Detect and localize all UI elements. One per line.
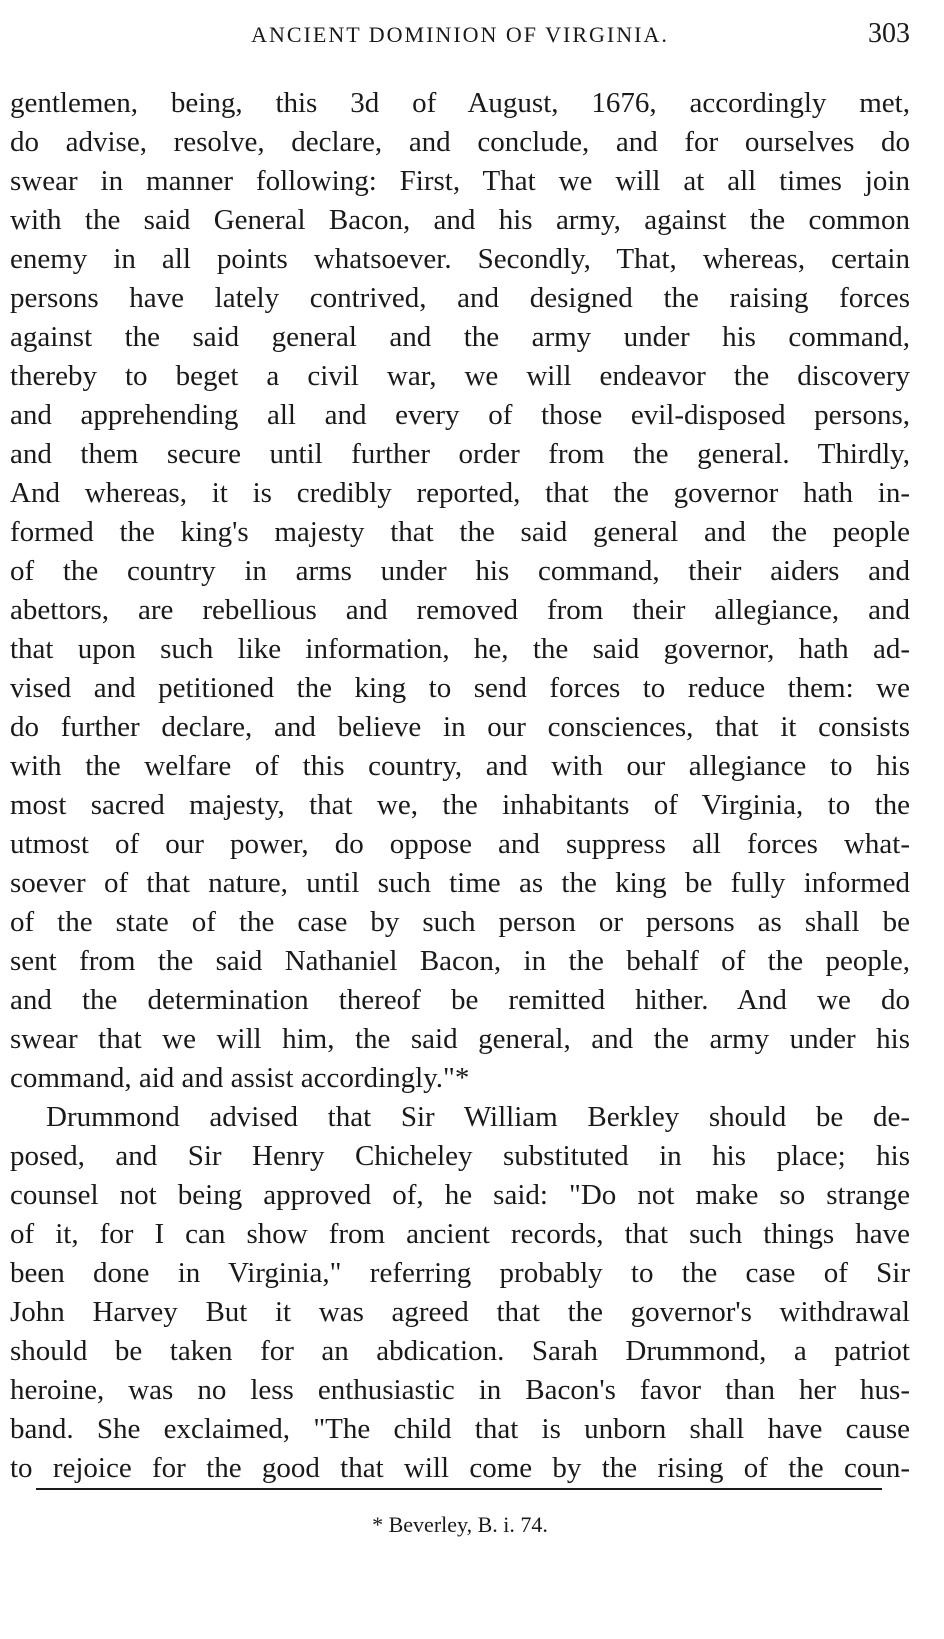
text-line: to rejoice for the good that will come by the rising of the coun-	[10, 1452, 910, 1484]
text-line: enemy in all points whatsoever. Secondly, That, whereas, certain	[10, 243, 910, 275]
text-line: with the said General Bacon, and his army, against the common	[10, 204, 910, 236]
text-line: formed the king's majesty that the said general and the people	[10, 516, 910, 548]
text-line: Drummond advised that Sir William Berkley should be de-	[46, 1101, 910, 1133]
text-line: thereby to beget a civil war, we will endeavor the discovery	[10, 360, 910, 392]
text-line: band. She exclaimed, "The child that is unborn shall have cause	[10, 1413, 910, 1445]
text-line: do further declare, and believe in our consciences, that it consists	[10, 711, 910, 743]
text-line: do advise, resolve, declare, and conclude, and for ourselves do	[10, 126, 910, 158]
text-line: of the country in arms under his command, their aiders and	[10, 555, 910, 587]
text-line: utmost of our power, do oppose and suppress all forces what-	[10, 828, 910, 860]
text-line: soever of that nature, until such time as the king be fully informed	[10, 867, 910, 899]
footnote-divider	[36, 1488, 882, 1490]
text-line: posed, and Sir Henry Chicheley substituted in his place; his	[10, 1140, 910, 1172]
text-line: vised and petitioned the king to send forces to reduce them: we	[10, 672, 910, 704]
text-line: that upon such like information, he, the said governor, hath ad-	[10, 633, 910, 665]
text-line: been done in Virginia," referring probably to the case of Sir	[10, 1257, 910, 1289]
text-line: and them secure until further order from the general. Thirdly,	[10, 438, 910, 470]
text-line: of the state of the case by such person or persons as shall be	[10, 906, 910, 938]
text-line: and the determination thereof be remitted hither. And we do	[10, 984, 910, 1016]
text-line: And whereas, it is credibly reported, that the governor hath in-	[10, 477, 910, 509]
text-line: command, aid and assist accordingly."*	[10, 1062, 470, 1094]
text-line: should be taken for an abdication. Sarah Drummond, a patriot	[10, 1335, 910, 1367]
text-line: swear in manner following: First, That we will at all times join	[10, 165, 910, 197]
text-line: most sacred majesty, that we, the inhabitants of Virginia, to the	[10, 789, 910, 821]
text-line: swear that we will him, the said general, and the army under his	[10, 1023, 910, 1055]
running-title: ANCIENT DOMINION OF VIRGINIA.	[251, 22, 669, 47]
text-line: heroine, was no less enthusiastic in Bacon's favor than her hus-	[10, 1374, 910, 1406]
text-line: and apprehending all and every of those evil-disposed persons,	[10, 399, 910, 431]
text-line: against the said general and the army under his command,	[10, 321, 910, 353]
text-line: abettors, are rebellious and removed from their allegiance, and	[10, 594, 910, 626]
footnote: * Beverley, B. i. 74.	[372, 1512, 548, 1537]
text-line: gentlemen, being, this 3d of August, 1676, accordingly met,	[10, 87, 910, 119]
running-header	[10, 18, 910, 58]
text-line: persons have lately contrived, and designed the raising forces	[10, 282, 910, 314]
text-line: counsel not being approved of, he said: "Do not make so strange	[10, 1179, 910, 1211]
text-line: of it, for I can show from ancient records, that such things have	[10, 1218, 910, 1250]
body-text	[10, 84, 910, 1488]
page-number: 303	[868, 18, 910, 49]
text-line: with the welfare of this country, and with our allegiance to his	[10, 750, 910, 782]
text-line: John Harvey But it was agreed that the governor's withdrawal	[10, 1296, 910, 1328]
text-line: sent from the said Nathaniel Bacon, in the behalf of the people,	[10, 945, 910, 977]
